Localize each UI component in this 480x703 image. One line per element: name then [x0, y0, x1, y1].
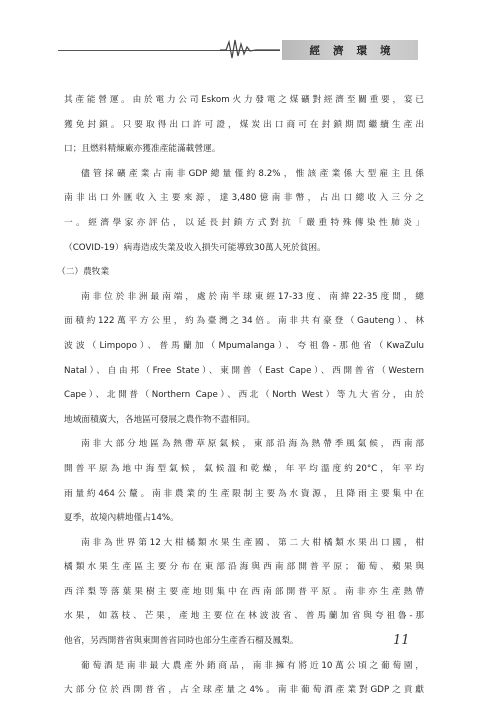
section-heading: （二）農牧業 — [57, 267, 110, 278]
text-line: 其產能營運。由於電力公司Eskom火力發電之煤礦對經濟至關重要，宴已 — [64, 95, 424, 105]
text-line: 儘管採礦產業占南非GDP總量僅約8.2%，惟該產業係大型雇主且係 — [81, 168, 424, 179]
paragraph — [64, 432, 424, 530]
section-heading-row — [57, 260, 424, 285]
text-line: 雨量約464公釐。南非農業的生產限制主要為水資源，且降雨主要集中在 — [64, 488, 424, 499]
text-line: 橘類水果生產區主要分布在東部沿海與西南部開普平原；葡萄、蘋果與 — [64, 562, 424, 573]
page-number: 11 — [393, 633, 410, 648]
text-line: （COVID-19）病毒造成失業及收入損失可能導致30萬人死於貧困。 — [64, 242, 326, 253]
text-line: 他省，另西開普省與東開普省同時也部分生產香石榴及鳳梨。 — [64, 636, 299, 647]
text-line: 南非出口外匯收入主要來源，達3,480億南非幣，占出口總收入三分之 — [64, 193, 424, 204]
text-line: Natal）、自由邦（Free State）、東開普（East Cape）、西開普省（Western — [64, 365, 424, 376]
text-line: 地域面積廣大，各地區可發展之農作物不盡相同。 — [64, 414, 256, 425]
text-line: 口；且燃料精煉廠亦獲准產能滿載營運。 — [64, 144, 221, 155]
paragraph — [64, 531, 424, 654]
text-line: 葡萄酒是南非最大農產外銷商品，南非擁有將近10萬公頃之葡萄園， — [81, 660, 424, 671]
header-wave-icon — [220, 38, 280, 60]
text-line: 波波（Limpopo）、普馬蘭加（Mpumalanga）、夸祖魯-那他省（KwaZulu — [64, 340, 424, 351]
text-line: 一。經濟學家亦評估，以延長封鎖方式對抗「嚴重特殊傳染性肺炎」 — [64, 217, 424, 228]
text-line: 開普平原為地中海型氣候，氣候溫和乾燥，年平均溫度約20°C，年平均 — [64, 463, 424, 474]
text-line: 大部分位於西開普省，占全球產量之4%。南非葡萄酒產業對GDP之貢獻 — [64, 685, 424, 696]
paragraph — [64, 88, 424, 162]
text-line: 面積約122萬平方公里，約為臺灣之34倍。南非共有豪登（Gauteng）、林 — [64, 316, 424, 327]
body-text — [57, 88, 424, 703]
paragraph — [64, 285, 424, 433]
paragraph — [64, 162, 424, 260]
text-line: 南非位於非洲最南端，處於南半球東經17-33度、南緯22-35度間，總 — [81, 291, 424, 302]
text-line: 南非大部分地區為熱帶草原氣候，東部沿海為熱帶季風氣候，西南部 — [81, 439, 424, 450]
text-line: 西洋梨等落葉果樹主要產地則集中在西南部開普平原。南非亦生產熱帶 — [64, 586, 424, 597]
text-line: Cape）、北開普（Northern Cape）、西北（North West）等九大省分，由於 — [64, 390, 424, 401]
section-title: 經濟環境 — [309, 44, 404, 57]
text-line: 夏季，故境內耕地僅占14%。 — [64, 513, 179, 524]
text-line: 水果，如荔枝、芒果，產地主要位在林波波省、普馬蘭加省與夸祖魯-那 — [64, 611, 424, 622]
text-line: 南非為世界第12大柑橘類水果生產國、第二大柑橘類水果出口國，柑 — [81, 537, 424, 548]
paragraph — [64, 654, 424, 703]
text-line: 獲免封鎖。只要取得出口許可證，煤炭出口商可在封鎖期間繼續生產出 — [64, 119, 424, 130]
